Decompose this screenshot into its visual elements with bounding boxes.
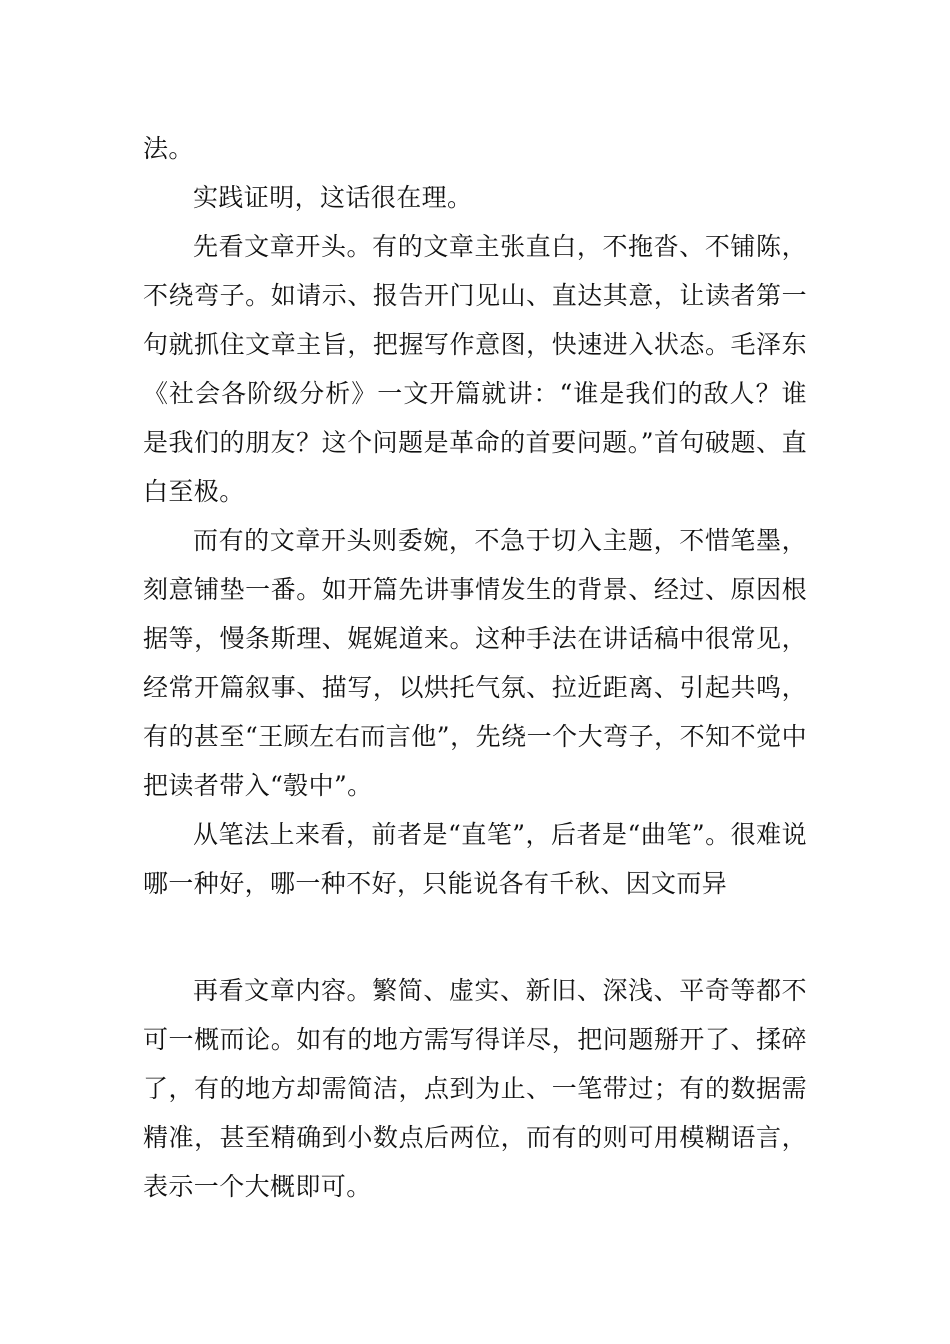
paragraph: 先看文章开头。有的文章主张直白，不拖沓、不铺陈，不绕弯子。如请示、报告开门见山、直达其意，让读者第一句就抓住文章主旨，把握写作意图，快速进入状态。毛泽东《社会各阶级分析》一文开篇就讲：“谁是我们的敌人？谁是我们的朋友？这个问题是革命的首要问题。”首句破题、直白至极。 (143, 232, 807, 506)
paragraph: 实践证明，这话很在理。 (193, 183, 473, 212)
paragraph: 而有的文章开头则委婉，不急于切入主题，不惜笔墨，刻意铺垫一番。如开篇先讲事情发生的背景、经过、原因根据等，慢条斯理、娓娓道来。这种手法在讲话稿中很常见，经常开篇叙事、描写，以烘托气氛、拉近距离、引起共鸣，有的甚至“王顾左右而言他”，先绕一个大弯子，不知不觉中把读者带入“彀中”。 (143, 526, 807, 800)
paragraph: 法。 (143, 134, 194, 163)
paragraph: 再看文章内容。繁简、虚实、新旧、深浅、平奇等都不可一概而论。如有的地方需写得详尽，把问题掰开了、揉碎了，有的地方却需简洁，点到为止、一笔带过；有的数据需精准，甚至精确到小数点后两位，而有的则可用模糊语言，表示一个大概即可。 (143, 976, 807, 1201)
text-block-bottom (143, 966, 807, 1211)
paragraph: 从笔法上来看，前者是“直笔”，后者是“曲笔”。很难说哪一种好，哪一种不好，只能说各有千秋、因文而异 (143, 820, 807, 898)
text-block-top (143, 124, 807, 908)
